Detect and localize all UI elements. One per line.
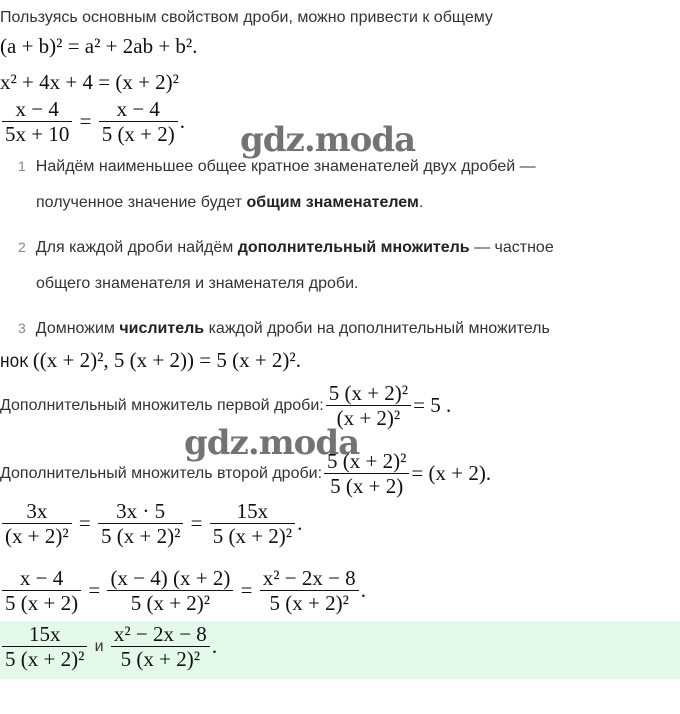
fraction (210, 499, 295, 548)
factor-result: = (x + 2). (411, 461, 492, 485)
numerator: 15x (210, 499, 295, 524)
formula-square-of-sum: (a + b)² = a² + 2ab + b². (0, 34, 198, 58)
denominator: 5 (x + 2)² (269, 591, 349, 615)
step-text: Для каждой дроби найдём (35, 239, 238, 256)
step-text: — частное (469, 239, 554, 256)
denominator: 5 (x + 2)² (212, 524, 293, 548)
denominator: (x + 2)² (336, 406, 401, 430)
fraction (2, 97, 72, 146)
fraction (324, 449, 409, 498)
step-text: . (418, 194, 424, 211)
denominator: 5 (x + 2) (101, 122, 175, 146)
denominator: 5x + 10 (5, 122, 70, 146)
watermark: gdz.moda (240, 120, 416, 160)
step-2-line-2: общего знаменателя и знаменателя дроби. (36, 275, 359, 292)
denominator: 5 (x + 2)² (120, 647, 201, 671)
numerator: x − 4 (2, 97, 72, 122)
numerator: (x − 4) (x + 2) (107, 566, 233, 591)
equation-3: $\frac{x - 4}{5 (x + 2)}$ = $\frac{(x - 4) (x + 2)}{\text{5 (x + 2)²}}$ = $\frac{\text{x² − 2x − 8}}{\text{5 (x + 2)²}}$ . (0, 566, 366, 615)
punctuation: . (211, 634, 218, 658)
step-term: числитель (119, 320, 205, 337)
fraction (2, 622, 87, 671)
denominator: 5 (x + 2)² (5, 647, 85, 671)
intro-text: Пользуясь основным свойством дроби, можно привести к общему (0, 9, 493, 26)
step-1-line-1 (18, 158, 536, 176)
step-text: полученное значение будет (36, 194, 247, 211)
numerator: 3x (2, 499, 72, 524)
denominator: 5 (x + 2)² (100, 524, 181, 548)
step-term: дополнительный множитель (237, 239, 470, 256)
fraction (2, 499, 72, 548)
factor-label: Дополнительный множитель второй дроби: (0, 464, 323, 482)
factor-result: = 5 . (413, 393, 452, 417)
punctuation: . (297, 511, 303, 535)
denominator: (x + 2)² (5, 524, 69, 548)
step-3-line-1 (18, 320, 550, 338)
numerator: 5 (x + 2)² (326, 381, 411, 406)
step-text: Найдём наименьшее общее кратное знаменателей двух дробей — (35, 158, 536, 175)
answer-line (0, 622, 217, 671)
step-number: 2 (18, 239, 26, 255)
fraction (107, 566, 233, 615)
step-text: Домножим (35, 320, 120, 337)
equation-2: $\frac{3x}{\text{(x + 2)²}}$ = $\frac{3x \cdot 5}{\text{5 (x + 2)²}}$ = $\frac{15x}{\text{5 (x + 2)²}}$ . (0, 499, 302, 548)
step-number: 1 (18, 158, 26, 174)
step-term: общим знаменателем (246, 194, 419, 211)
fraction (111, 622, 210, 671)
step-1-line-2 (36, 194, 423, 212)
formula-trinomial: x² + 4x + 4 = (x + 2)² (0, 70, 179, 94)
numerator: x² − 2x − 8 (111, 622, 210, 647)
numerator: 15x (2, 622, 87, 647)
equals-sign: = (79, 109, 92, 133)
equation-1 (0, 97, 185, 146)
step-text: каждой дроби на дополнительный множитель (204, 320, 550, 337)
numerator: x² − 2x − 8 (260, 566, 359, 591)
conjunction: и (94, 637, 104, 655)
factor-2-line (0, 449, 491, 498)
factor-label: Дополнительный множитель первой дроби: (0, 396, 324, 414)
numerator: 5 (x + 2)² (324, 449, 409, 474)
numerator: x − 4 (2, 566, 81, 591)
lcm-line (0, 348, 301, 373)
step-2-line-1 (18, 239, 554, 257)
lcm-expression: ((x + 2)², 5 (x + 2)) = 5 (x + 2)². (32, 348, 301, 372)
denominator: 5 (x + 2) (330, 474, 404, 498)
denominator: 5 (x + 2)² (130, 591, 211, 615)
step-number: 3 (18, 320, 26, 336)
punctuation: . (360, 578, 366, 602)
fraction (2, 566, 81, 615)
fraction (260, 566, 359, 615)
numerator: x − 4 (99, 97, 178, 122)
numerator: 3x · 5 (98, 499, 183, 524)
watermark: gdz.moda (184, 423, 360, 463)
punctuation: . (179, 109, 186, 133)
fraction (98, 499, 183, 548)
fraction (99, 97, 178, 146)
denominator: 5 (x + 2) (5, 591, 79, 615)
lcm-label: НОК (0, 354, 29, 372)
